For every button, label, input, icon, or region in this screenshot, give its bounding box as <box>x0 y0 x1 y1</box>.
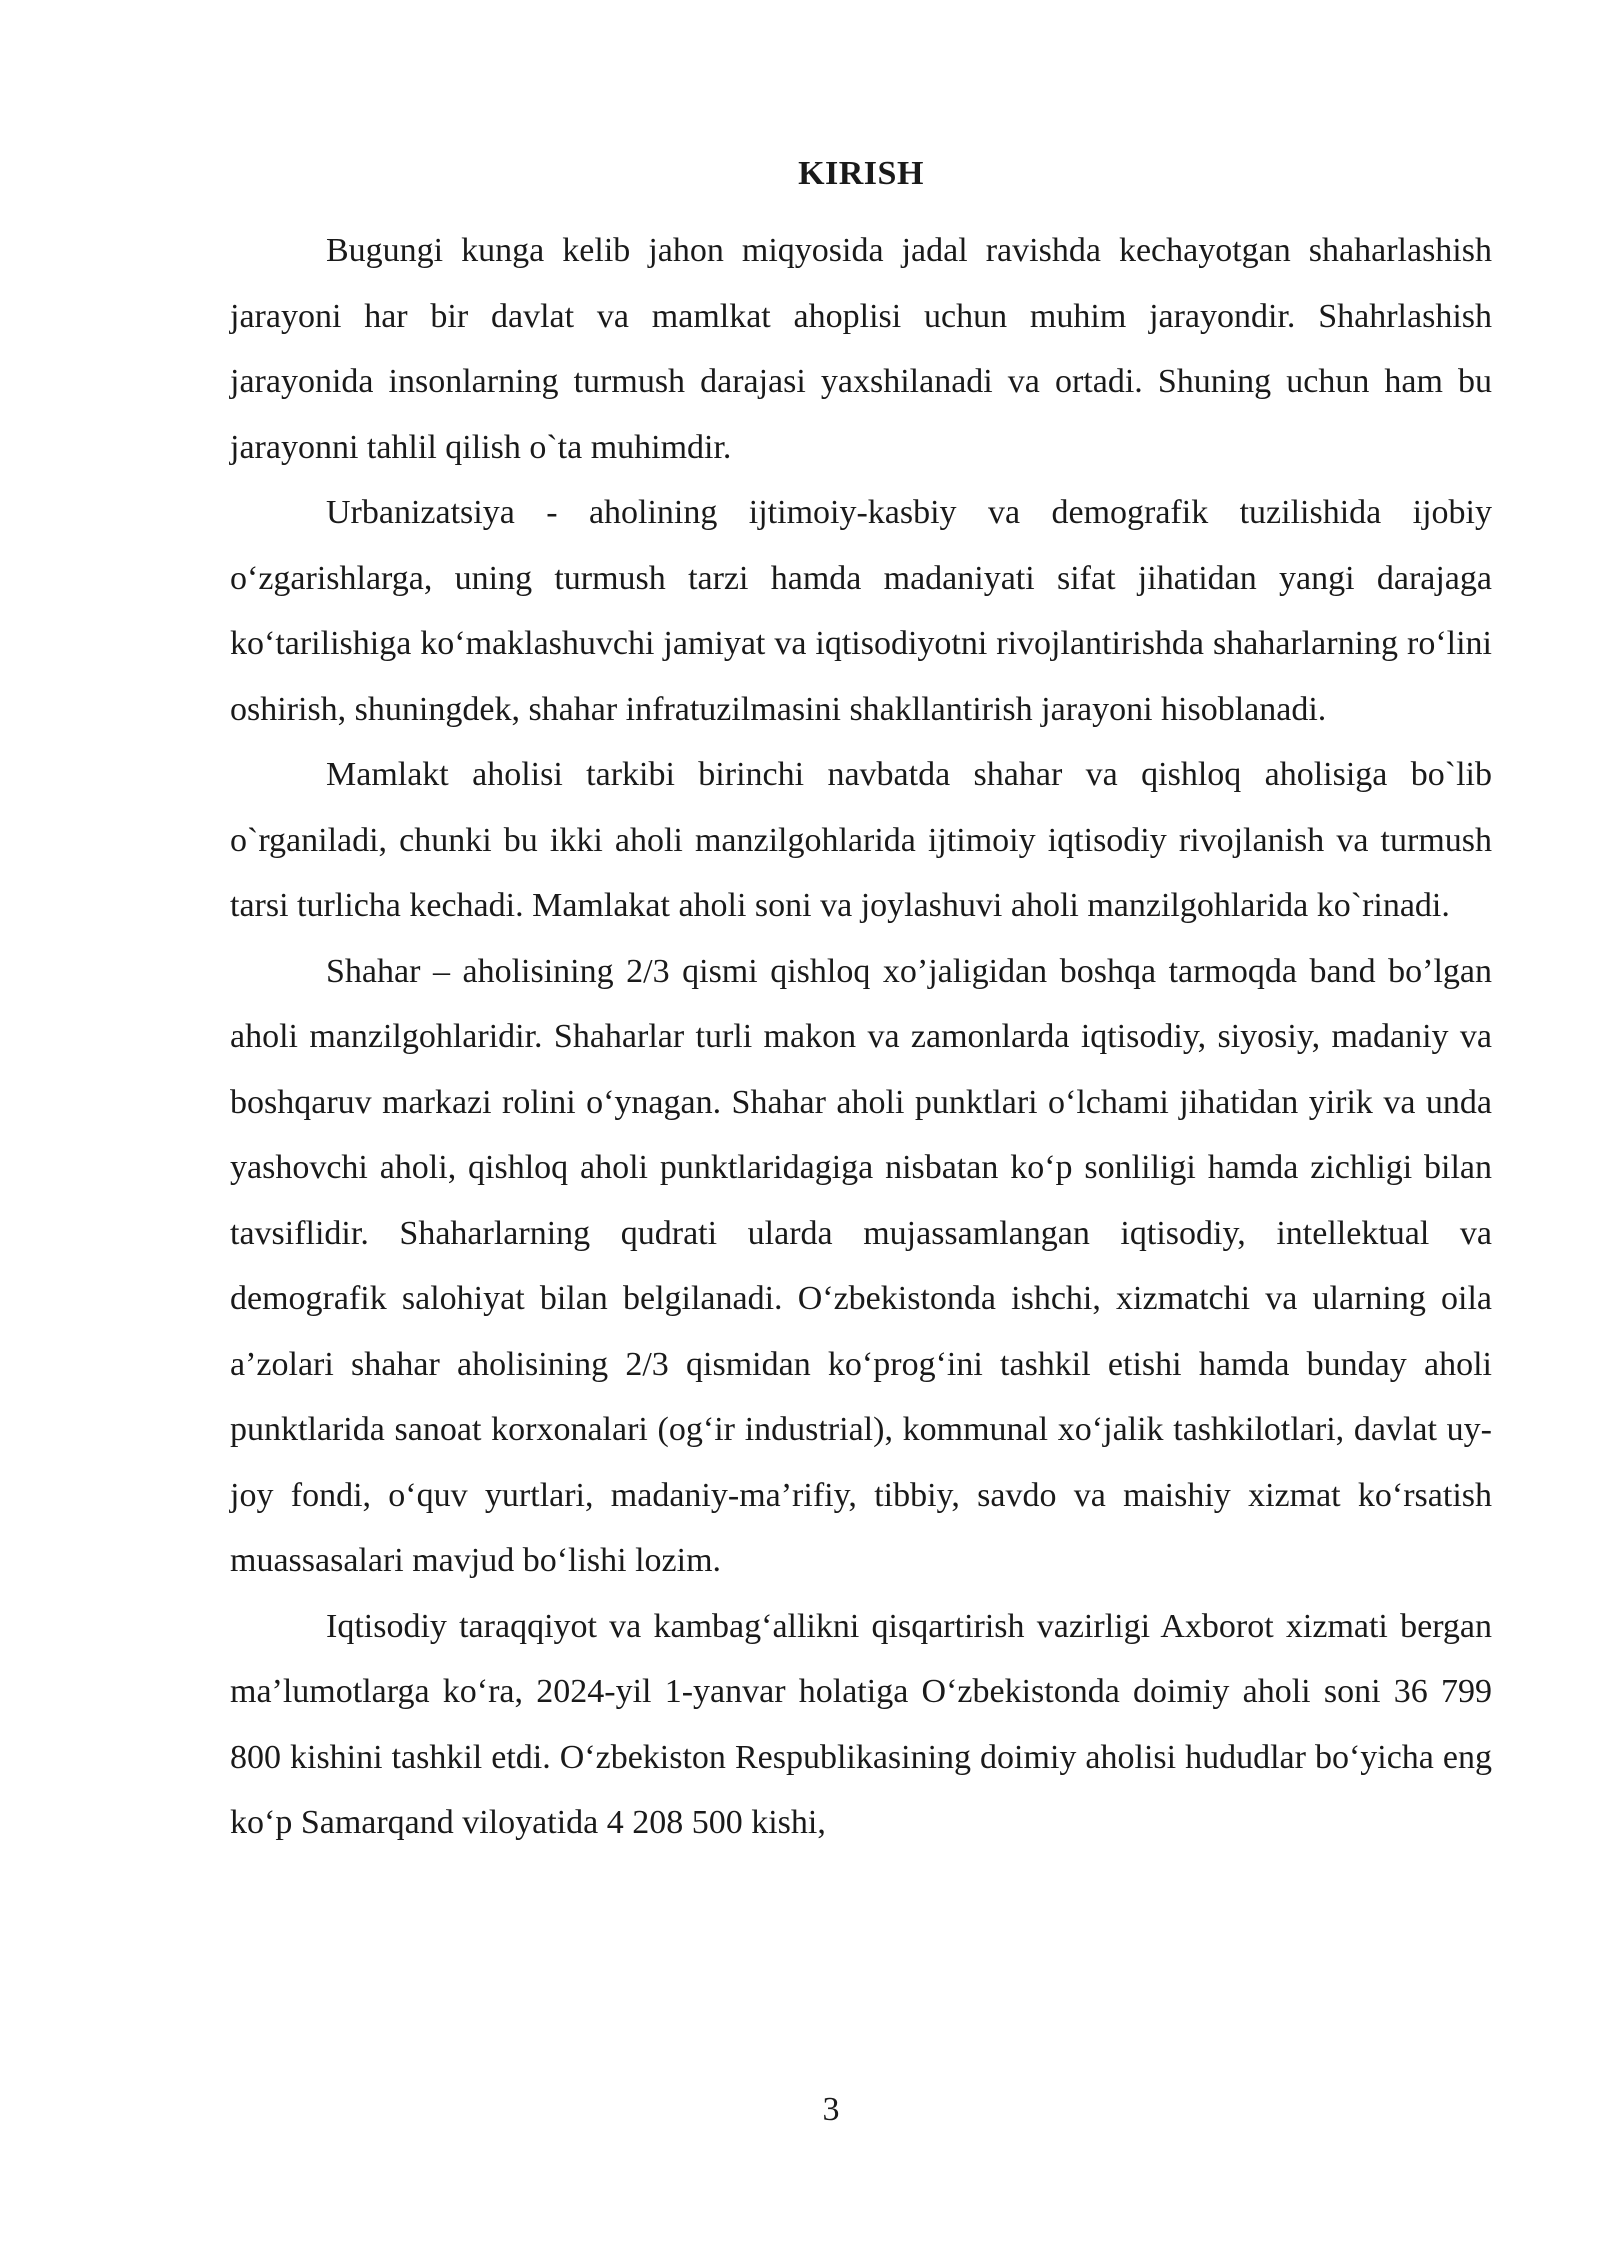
page-number: 3 <box>822 2091 840 2128</box>
paragraph-statistics: Iqtisodiy taraqqiyot va kambag‘allikni qisqartirish vazirligi Axborot xizmati bergan ma’lumotlarga ko‘ra, 2024-yil 1-yanvar holatiga O‘zbekistonda doimiy aholi soni 36 799 800 kishini tashkil etdi. O‘zbekiston Respublikasining doimiy aholisi hududlar bo‘yicha eng ko‘p Samarqand viloyatida 4 208 500 kishi, <box>230 1607 1492 1841</box>
paragraph-city-definition: Shahar – aholisining 2/3 qismi qishloq xo’jaligidan boshqa tarmoqda band bo’lgan aholi manzilgohlaridir. Shaharlar turli makon va zamonlarda iqtisodiy, siyosiy, madaniy va boshqaruv markazi rolini o‘ynagan. Shahar aholi punktlari o‘lchami jihatidan yirik va unda yashovchi aholi, qishloq aholi punktlaridagiga nisbatan ko‘p sonliligi hamda zichligi bilan tavsiflidir. Shaharlarning qudrati ularda mujassamlangan iqtisodiy, intellektual va demografik salohiyat bilan belgilanadi. O‘zbekistonda ishchi, xizmatchi va ularning oila a’zolari shahar aholisining 2/3 qismidan ko‘prog‘ini tashkil etishi hamda bunday aholi punktlarida sanoat korxonalari (og‘ir industrial), kommunal xo‘jalik tashkilotlari, davlat uy-joy fondi, o‘quv yurtlari, madaniy-ma’rifiy, tibbiy, savdo va maishiy xizmat ko‘rsatish muassasalari mavjud bo‘lishi lozim. <box>230 952 1492 1579</box>
document-page <box>230 150 1492 1856</box>
paragraph-population-structure: Mamlakt aholisi tarkibi birinchi navbatda shahar va qishloq aholisiga bo`lib o`rganiladi, chunki bu ikki aholi manzilgohlarida ijtimoiy iqtisodiy rivojlanish va turmush tarsi turlicha kechadi. Mamlakat aholi soni va joylashuvi aholi manzilgohlarida ko`rinadi. <box>230 756 1492 924</box>
paragraph-intro: Bugungi kunga kelib jahon miqyosida jadal ravishda kechayotgan shaharlashish jarayoni har bir davlat va mamlkat ahoplisi uchun muhim jarayondir. Shahrlashish jarayonida insonlarning turmush darajasi yaxshilanadi va ortadi. Shuning uchun ham bu jarayonni tahlil qilish o`ta muhimdir. <box>230 232 1492 466</box>
section-title: KIRISH <box>798 155 924 192</box>
paragraph-urbanization: Urbanizatsiya - aholining ijtimoiy-kasbiy va demografik tuzilishida ijobiy o‘zgarishlarga, uning turmush tarzi hamda madaniyati sifat jihatidan yangi darajaga ko‘tarilishiga ko‘maklashuvchi jamiyat va iqtisodiyotni rivojlantirishda shaharlarning ro‘lini oshirish, shuningdek, shahar infratuzilmasini shakllantirish jarayoni hisoblanadi. <box>230 494 1492 728</box>
